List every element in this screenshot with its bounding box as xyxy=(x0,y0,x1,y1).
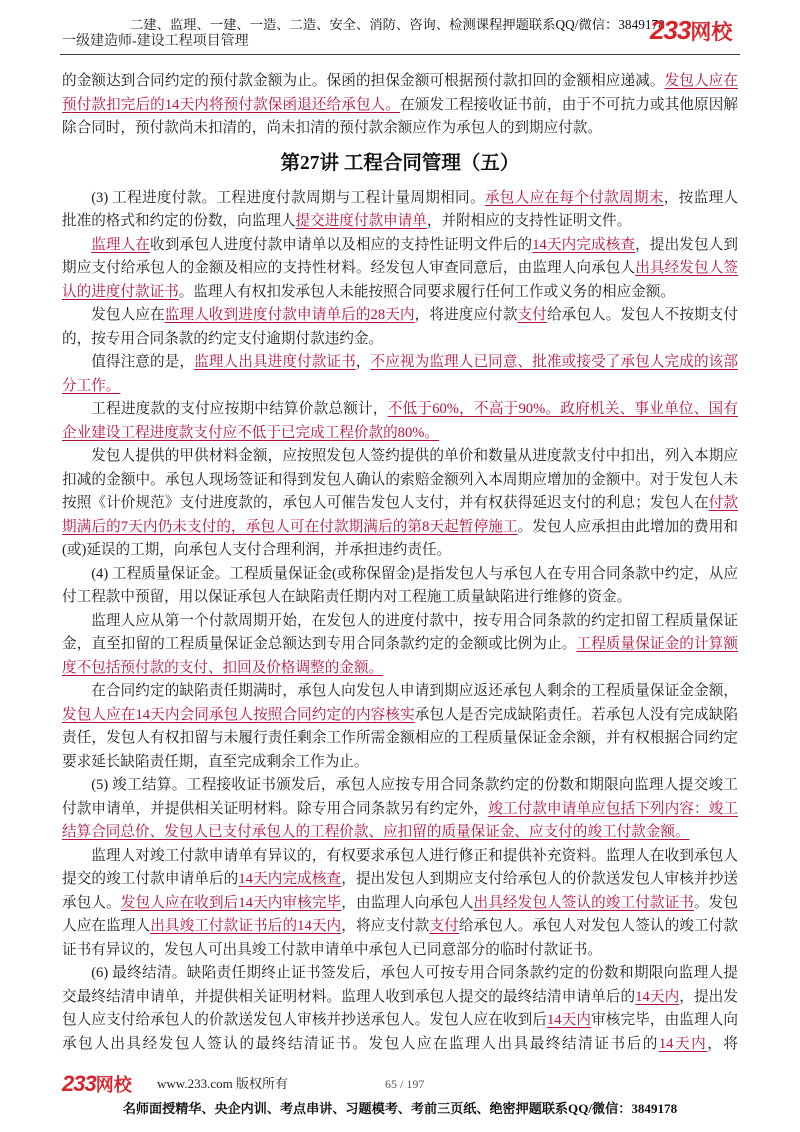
body-text: 值得注意的是， xyxy=(91,354,195,370)
body-text: 的金额达到合同约定的预付款金额为止。保函的担保金额可根据预付款扣回的金额相应递减。 xyxy=(62,73,665,89)
body-text: ，并附相应的支持性证明文件。 xyxy=(426,213,632,229)
body-text: 工程进度款的支付应按期中结算价款总额计， xyxy=(91,401,388,417)
paragraph-9 xyxy=(62,680,738,774)
highlighted-text: 14天内完成核查 xyxy=(238,871,342,887)
highlighted-text: 出具竣工付款证书后的14天内 xyxy=(150,918,342,934)
body-text: ，将应支付款 xyxy=(341,918,430,934)
paragraph-10 xyxy=(62,774,738,845)
body-text: 承包人是否完成缺陷责任。若承包人没有完成缺陷责任，发包人有权扣留与未履行责任剩余工作所需金额相应的工程质量保证金余额，并有权根据合同约定要求延长缺陷责任期，直至完成剩余工作为止。 xyxy=(62,706,738,770)
highlighted-text: 支付 xyxy=(517,307,547,323)
highlighted-text: 支付 xyxy=(429,918,459,934)
highlighted-text: 发包人应在预付款扣完后的14天内将预付款保函退还给承包人。 xyxy=(62,73,738,113)
header-divider xyxy=(60,54,740,55)
body-text: ，由监理人向承包人 xyxy=(341,894,474,911)
paragraph-12 xyxy=(62,962,738,1056)
body-text: 收到承包人进度付款申请单以及相应的支持性证明文件后的 xyxy=(150,236,533,253)
highlighted-text: 不低于60%，不高于90%。政府机关、事业单位、国有企业建设工程进度款支付应不低于已完成工程价款的80%。 xyxy=(62,401,738,441)
body-text: 监理人对竣工付款申请单有异议的，有权要求承包人进行修正和提供补充资料。监理人在收到承包人提交的竣工付款申请单后的 xyxy=(62,847,738,887)
body-text: ，将 xyxy=(707,1035,738,1052)
body-text: 。发包人应承担由此增加的费用和(或)延误的工期，向承包人支付合理利润，并承担违约责任。 xyxy=(62,518,738,558)
page-number: 65 / 197 xyxy=(385,1077,425,1091)
body-text: (3) 工程进度付款。工程进度付款周期与工程计量周期相同。 xyxy=(91,189,485,206)
body-text: 在合同约定的缺陷责任期满时，承包人向发包人申请到期应返还承包人剩余的工程质量保证金金额， xyxy=(91,683,738,699)
paragraph-6 xyxy=(62,445,738,563)
body-text: 发包人提供的甲供材料金额，应按照发包人签约提供的单价和数量从进度款支付中扣出，列入本期应扣减的金额中。承包人现场签证和得到发包人确认的索赔金额列入本周期应增加的金额中。对于发包人未按照《计价规范》支付进度款的，承包人可催告发包人支付，并有权获得延迟支付的利息；发包人在 xyxy=(62,448,738,511)
highlighted-text: 14天内 xyxy=(635,988,680,1005)
highlighted-text: 出具经发包人签认的进度付款证书 xyxy=(62,260,738,300)
header-subject-title: 一级建造师-建设工程项目管理 xyxy=(62,34,249,49)
paragraph-2 xyxy=(62,234,738,305)
highlighted-text: 提交进度付款申请单 xyxy=(295,213,427,229)
body-text: ，提出发包人到期应支付给承包人的金额及相应的支持性材料。经发包人审查同意后，由监理人向承包人 xyxy=(62,236,738,276)
body-text: ，将进度应付款 xyxy=(414,307,518,323)
highlighted-text: 14天内完成核查 xyxy=(532,236,636,253)
header-logo[interactable] xyxy=(650,14,732,46)
paragraph-1 xyxy=(62,187,738,234)
body-text: 给承包人。发包人不按期支付的，按专用合同条款的约定支付逾期付款违约金。 xyxy=(62,307,738,347)
paragraph-3 xyxy=(62,304,738,351)
body-text: ，提出发包人到期应支付给承包人的价款送发包人审核并抄送承包人。 xyxy=(62,871,738,911)
highlighted-text: 14天内 xyxy=(547,1012,592,1028)
logo-number-text: 233 xyxy=(650,15,691,45)
logo-chinese-text: 网校 xyxy=(690,21,733,44)
highlighted-text: 14天内 xyxy=(658,1035,708,1052)
highlighted-text: 不应视为监理人已同意、批准或接受了承包人完成的该部分工作。 xyxy=(62,354,738,394)
header-promo-text: 二建、监理、一建、一造、二造、安全、消防、咨询、检测课程押题联系QQ/微信：3849178 xyxy=(130,17,665,32)
highlighted-text: 付款期满后的7天内仍未支付的，承包人可在付款期满后的第8天起暂停施工 xyxy=(62,495,738,535)
body-text: 在颁发工程接收证书前，由于不可抗力或其他原因解除合同时，预付款尚未扣清的，尚未扣清的预付款余额应作为承包人的到期应付款。 xyxy=(62,96,738,136)
highlighted-text: 监理人出具进度付款证书 xyxy=(194,354,356,370)
paragraph-intro xyxy=(62,70,738,141)
highlighted-text: 监理人收到进度付款申请单后的28天内 xyxy=(164,307,415,323)
body-text: 。发包人应在监理人 xyxy=(62,894,738,934)
body-text: ， xyxy=(355,354,371,370)
intro-section xyxy=(62,70,738,141)
body-text: 监理人应从第一个付款周期开始，在发包人的进度付款中，按专用合同条款的约定扣留工程质量保证金，直至扣留的工程质量保证金总额达到专用合同条款约定的金额或比例为止。 xyxy=(62,612,738,652)
lecture-heading: 第27讲 工程合同管理（五） xyxy=(280,152,520,174)
body-text: 发包人应在 xyxy=(91,307,165,323)
paragraph-5 xyxy=(62,398,738,445)
paragraph-8 xyxy=(62,610,738,681)
highlighted-text: 发包人应在收到后14天内审核完毕 xyxy=(120,894,342,911)
paragraph-7 xyxy=(62,563,738,610)
body-text: (4) 工程质量保证金。工程质量保证金(或称保留金)是指发包人与承包人在专用合同条款中约定，从应付工程款中预留，用以保证承包人在缺陷责任期内对工程施工质量缺陷进行维修的资金。 xyxy=(62,565,738,605)
paragraph-11 xyxy=(62,845,738,963)
lecture-body xyxy=(62,187,738,1057)
body-text: 。监理人有权扣发承包人未能按照合同要求履行任何工作或义务的相应金额。 xyxy=(178,283,675,300)
body-text: (6) 最终结清。缺陷责任期终止证书签发后，承包人可按专用合同条款约定的份数和期限向监理人提交最终结清申请单，并提供相关证明材料。监理人收到承包人提交的最终结清申请单后的 xyxy=(62,965,738,1005)
body-text: 审核完毕，由监理人向承包人出具经发包人签认的最终结清证书。发包人应在监理人出具最终结清证书后的 xyxy=(62,1012,738,1052)
highlighted-text: 竣工付款申请单应包括下列内容：竣工结算合同总价、发包人已支付承包人的工程价款、应扣留的质量保证金、应支付的竣工付款金额。 xyxy=(62,800,738,840)
footer-promo-text: 名师面授精华、央企内训、考点串讲、习题模考、考前三页纸、绝密押题联系QQ/微信：3849178 xyxy=(122,1101,678,1116)
footer-logo-chinese-text: 网校 xyxy=(95,1075,132,1095)
highlighted-text: 发包人应在14天内会同承包人按照合同约定的内容核实 xyxy=(62,706,415,723)
body-text: ，提出发包人应支付给承包人的价款送发包人审核并抄送承包人。发包人应在收到后 xyxy=(62,988,738,1028)
body-text: ，按监理人批准的格式和约定的份数，向监理人 xyxy=(62,189,738,229)
paragraph-4 xyxy=(62,351,738,398)
highlighted-text: 监理人在 xyxy=(91,236,150,253)
highlighted-text: 承包人应在每个付款周期末 xyxy=(484,189,664,206)
body-text: (5) 竣工结算。工程接收证书颁发后，承包人应按专用合同条款约定的份数和期限向监理人提交竣工付款申请单，并提供相关证明材料。除专用合同条款另有约定外， xyxy=(62,777,738,817)
body-text: 给承包人。承包人对发包人签认的竣工付款证书有异议的，发包人可出具竣工付款申请单中承包人已同意部分的临时付款证书。 xyxy=(62,918,738,958)
footer-copyright[interactable]: www.233.com 版权所有 xyxy=(157,1076,288,1091)
highlighted-text: 出具经发包人签认的竣工付款证书 xyxy=(473,894,694,911)
footer-logo-number-text: 233 xyxy=(62,1071,96,1096)
page-content xyxy=(62,70,738,1056)
highlighted-text: 工程质量保证金的计算额度不包括预付款的支付、扣回及价格调整的金额。 xyxy=(62,636,738,676)
footer-logo[interactable] xyxy=(62,1072,132,1096)
